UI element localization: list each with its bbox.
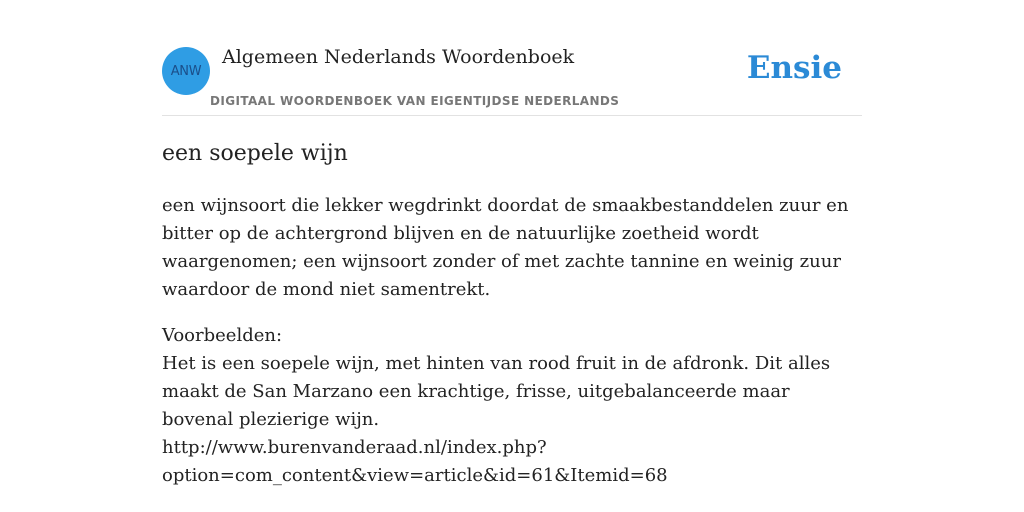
logo-text: ANW (170, 63, 202, 79)
ensie-brand-logo[interactable]: Ensie (746, 50, 842, 86)
site-title[interactable]: Algemeen Nederlands Woordenboek (222, 46, 575, 68)
example-text: Het is een soepele wijn, met hinten van rood fruit in de afdronk. Dit alles maakt de San Marzano een krachtige, frisse, uitgebalanceerde maar bovenal plezierige wijn. (162, 353, 831, 430)
site-header (162, 44, 862, 116)
examples-section (162, 322, 862, 490)
entry-content (162, 138, 862, 490)
example-source-url-line-2: option=com_content&view=article&id=61&Itemid=68 (162, 465, 668, 486)
examples-label: Voorbeelden: (162, 325, 283, 346)
site-subtitle: DIGITAAL WOORDENBOEK VAN EIGENTIJDSE NEDERLANDS (210, 94, 620, 108)
entry-definition: een wijnsoort die lekker wegdrinkt doordat de smaakbestanddelen zuur en bitter op de achtergrond blijven en de natuurlijke zoetheid wordt waargenomen; een wijnsoort zonder of met zachte tannine en weinig zuur waardoor de mond niet samentrekt. (162, 195, 849, 300)
example-source-url-line-1: http://www.burenvanderaad.nl/index.php? (162, 437, 547, 458)
anw-logo[interactable] (162, 47, 210, 95)
entry-term: een soepele wijn (162, 141, 348, 166)
